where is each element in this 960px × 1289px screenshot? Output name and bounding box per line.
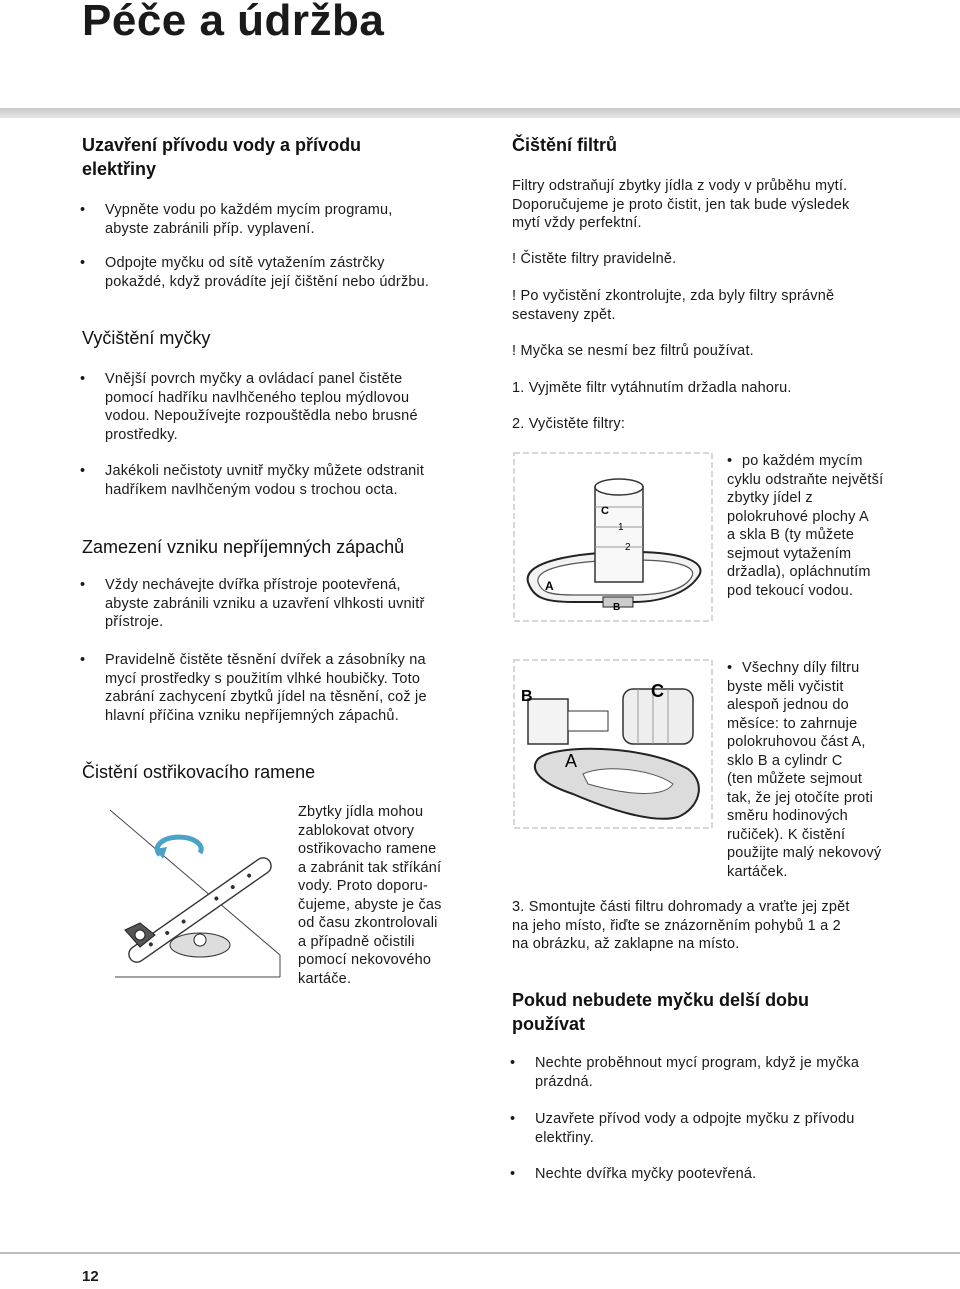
list-item: • Odpojte myčku od sítě vytažením zástrčky pokaždé, když provádíte její čištění nebo údržbu.	[80, 255, 430, 290]
bullet-icon: •	[510, 1055, 516, 1071]
bullet-icon: •	[80, 255, 86, 271]
page-number: 12	[82, 1268, 99, 1285]
list-item: • Vypněte vodu po každém mycím programu, abyste zabránili příp. vyplavení.	[80, 202, 393, 237]
figure-label-1: 1	[618, 522, 624, 533]
spray-arm-illustration	[105, 805, 285, 985]
list-item: • Nechte proběhnout mycí program, když je myčka prázdná.	[510, 1055, 860, 1090]
heading-odors: Zamezení vzniku nepříjemných zápachů	[82, 537, 405, 557]
bullet-icon: •	[80, 463, 86, 479]
list-item: • Jakékoli nečistoty uvnitř myčky můžete odstranit hadříkem navlhčeným vodou s trochou octa.	[80, 463, 425, 498]
list-item: • Vždy nechávejte dvířka přístroje pootevřená, abyste zabránili vzniku a uzavření vlhkosti uvnitř přístroje.	[80, 577, 425, 630]
step-3: 3. Smontujte části filtru dohromady a vraťte jej zpět na jeho místo, řiďte se znázorněním pohybů 1 a 2 na obrázku, až zaklapne na místo.	[512, 899, 850, 952]
step-2: 2. Vyčistěte filtry:	[512, 416, 626, 432]
heading-filters: Čištění filtrů	[512, 135, 618, 155]
list-item: • po každém mycím cyklu odstraňte největší zbytky jídel z polokruhové plochy A a skla B (ty můžete sejmout vytažením držadla), opláchnutím pod tekoucí vodou.	[727, 453, 884, 599]
filter-figure-1	[513, 452, 713, 622]
bullet-icon: •	[727, 660, 733, 676]
bullet-icon: •	[727, 453, 733, 469]
figure-label-c: C	[651, 681, 664, 701]
filters-intro: Filtry odstraňují zbytky jídla z vody v průběhu mytí. Doporučujeme je proto čistit, jen tak bude výsledek mytí vždy perfektní.	[512, 178, 850, 231]
figure-label-a: A	[565, 751, 578, 771]
figure-label-b: B	[613, 602, 621, 613]
figure-label-c: C	[601, 505, 609, 517]
figure-label-b: B	[521, 688, 533, 705]
note: ! Čistěte filtry pravidelně.	[512, 251, 677, 267]
list-item: • Nechte dvířka myčky pootevřená.	[510, 1166, 757, 1182]
step-1: 1. Vyjměte filtr vytáhnutím držadla nahoru.	[512, 380, 792, 396]
note: ! Po vyčistění zkontrolujte, zda byly filtry správně sestaveny zpět.	[512, 288, 835, 323]
list-item: • Uzavřete přívod vody a odpojte myčku z přívodu elektřiny.	[510, 1111, 855, 1146]
bullet-icon: •	[80, 652, 86, 668]
list-item: • Pravidelně čistěte těsnění dvířek a zásobníky na mycí prostředky s použitím vlhké houbičky. Toto zabrání zachycení zbytků jídel na těsnění, což je hlavní příčina vzniku nepříjemných zápachů.	[80, 652, 427, 724]
page-title: Péče a údržba	[82, 0, 385, 45]
bullet-icon: •	[510, 1111, 516, 1127]
spray-arm-text: Zbytky jídla mohou zablokovat otvory ostřikovacho ramene a zabránit tak stříkání vody. Proto doporu- čujeme, abyste je čas od času zkontrolovali a případně očistili pomocí nekovového kartáče.	[298, 804, 442, 987]
filter-figure-2	[513, 659, 713, 829]
heading-cleaning: Vyčištění myčky	[82, 328, 211, 348]
footer-rule	[0, 1252, 960, 1254]
figure-label-a: A	[545, 579, 554, 593]
bullet-icon: •	[510, 1166, 516, 1182]
heading-long-absence: Pokud nebudete myčku delší dobu používat	[512, 990, 810, 1034]
heading-water-power: Uzavření přívodu vody a přívodu elektřiny	[82, 135, 362, 179]
note: ! Myčka se nesmí bez filtrů používat.	[512, 343, 754, 359]
bullet-icon: •	[80, 577, 86, 593]
header-rule	[0, 108, 960, 118]
bullet-icon: •	[80, 371, 86, 387]
figure-label-2: 2	[625, 542, 631, 553]
bullet-icon: •	[80, 202, 86, 218]
list-item: • Všechny díly filtru byste měli vyčistit alespoň jednou do měsíce: to zahrnuje polokruhovou část A, sklo B a cylindr C (ten můžete sejmout tak, že jej otočíte proti směru hodinových ručiček). K čistění použijte malý nekovový kartáček.	[727, 660, 882, 880]
list-item: • Vnější povrch myčky a ovládací panel čistěte pomocí hadříku navlhčeného teplou mýdlovou vodou. Nepoužívejte rozpouštědla nebo brusné prostředky.	[80, 371, 418, 443]
heading-spray-arm: Čistění ostřikovacího ramene	[82, 762, 316, 782]
